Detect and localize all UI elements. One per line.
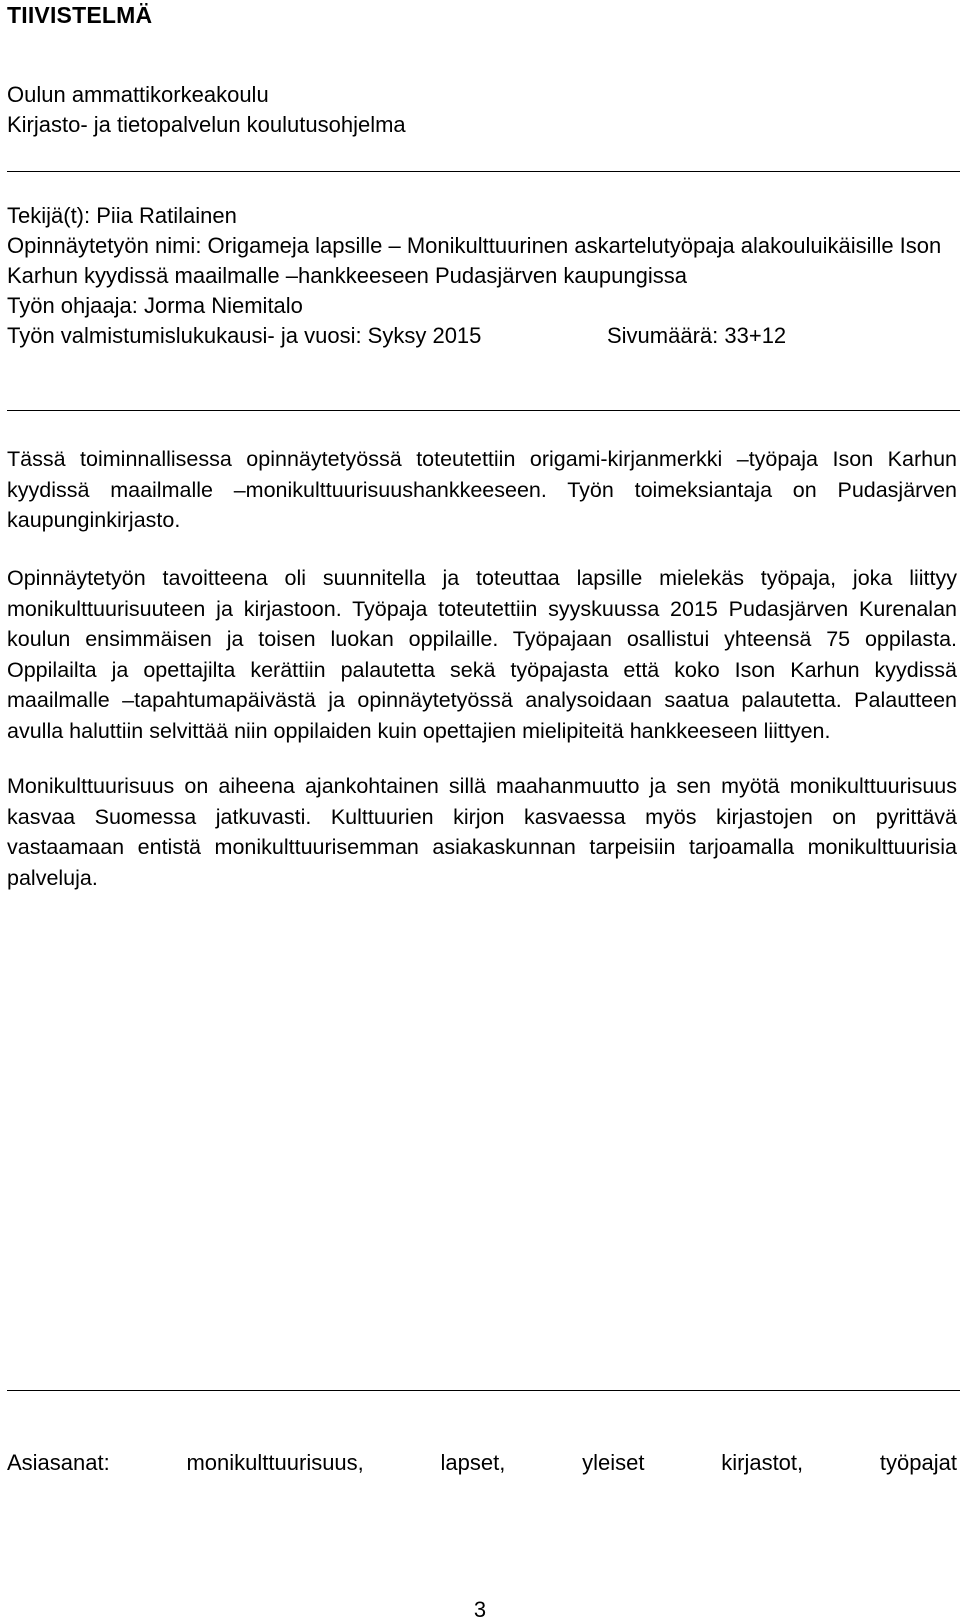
keywords-label: Asiasanat: — [7, 1450, 110, 1475]
middle-divider — [7, 410, 960, 411]
keyword-item: monikulttuurisuus, — [186, 1450, 364, 1475]
top-divider — [7, 171, 960, 172]
supervisor-line: Työn ohjaaja: Jorma Niemitalo — [7, 293, 303, 318]
author-line: Tekijä(t): Piia Ratilainen — [7, 203, 237, 228]
abstract-paragraph-1: Tässä toiminnallisessa opinnäytetyössä toteutettiin origami-kirjanmerkki –työpaja Ison Karhun kyydissä maailmalle –monikulttuurisuushankkeeseen. Työn toimeksiantaja on Pudasjärven kaupunginkirjasto. — [7, 447, 957, 532]
thesis-title-line-2: Karhun kyydissä maailmalle –hankkeeseen Pudasjärven kaupungissa — [7, 263, 687, 288]
keywords-row — [7, 1448, 957, 1478]
completion-line: Työn valmistumislukukausi- ja vuosi: Syksy 2015 — [7, 323, 482, 348]
page-number: 3 — [473, 1597, 487, 1622]
keyword-item: lapset, — [440, 1450, 506, 1475]
abstract-paragraph-2: Opinnäytetyön tavoitteena oli suunnitella ja toteuttaa lapsille mielekäs työpaja, joka liittyy monikulttuurisuuteen ja kirjastoon. Työpaja toteutettiin syyskuussa 2015 Pudasjärven Kurenalan koulun ensimmäisen ja toisen luokan oppilaille. Työpajaan osallistui yhteensä 75 oppilasta. Oppilailta ja opettajilta kerättiin palautetta sekä työpajasta että koko Ison Karhun kyydissä maailmalle –tapahtumapäivästä ja opinnäytetyössä analysoidaan saatua palautetta. Palautteen avulla haluttiin selvittää niin oppilaiden kuin opettajien mielipiteitä hankkeeseen liittyen. — [7, 566, 957, 743]
thesis-title-line-1: Opinnäytetyön nimi: Origameja lapsille – Monikulttuurinen askartelutyöpaja alakouluikäisille Ison — [7, 233, 942, 258]
keyword-item: työpajat — [879, 1450, 957, 1475]
page-heading: TIIVISTELMÄ — [7, 2, 153, 28]
institution-name: Oulun ammattikorkeakoulu — [7, 82, 269, 107]
abstract-paragraph-3: Monikulttuurisuus on aiheena ajankohtainen sillä maahanmuutto ja sen myötä monikulttuurisuus kasvaa Suomessa jatkuvasti. Kulttuurien kirjon kasvaessa myös kirjastojen on pyrittävä vastaamaan entistä monikulttuurisemman asiakaskunnan tarpeisiin tarjoamalla monikulttuurisia palveluja. — [7, 774, 957, 890]
keyword-item: kirjastot, — [721, 1450, 804, 1475]
page-count: Sivumäärä: 33+12 — [607, 323, 787, 348]
keyword-item: yleiset — [582, 1450, 645, 1475]
bottom-divider — [7, 1390, 960, 1391]
degree-programme: Kirjasto- ja tietopalvelun koulutusohjelma — [7, 112, 406, 137]
completion-row — [7, 321, 957, 351]
